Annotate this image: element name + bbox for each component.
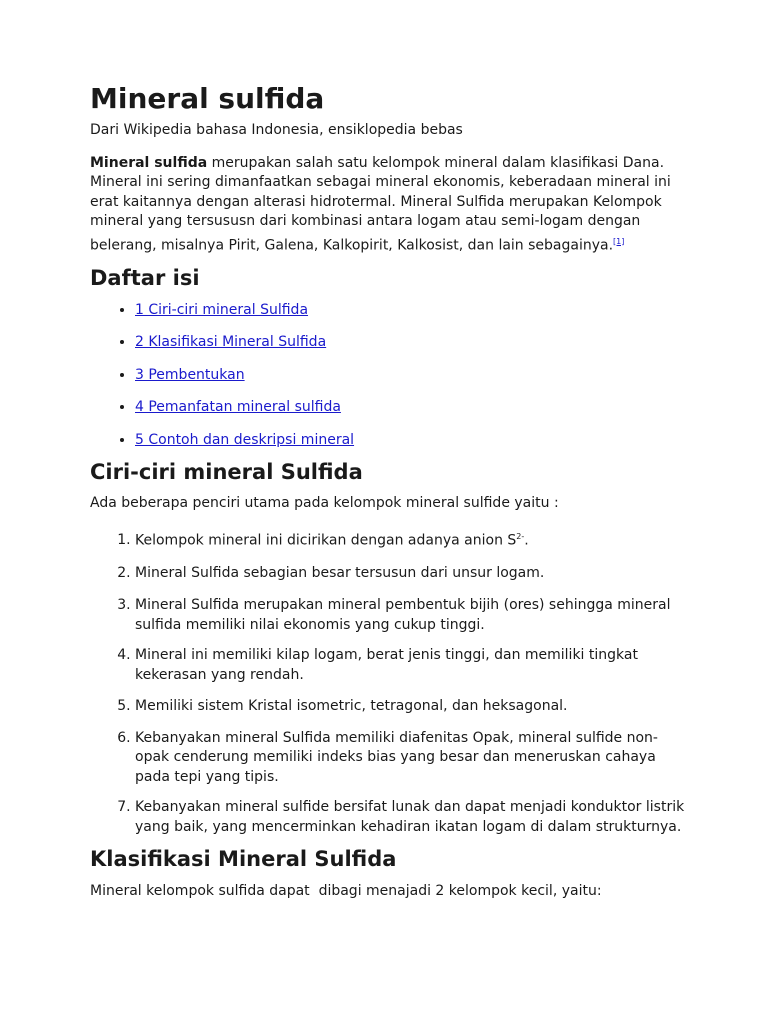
toc-link-pembentukan[interactable]: 3 Pembentukan <box>135 366 245 383</box>
document-page <box>90 82 690 902</box>
intro-lead-term: Mineral sulfida <box>90 154 208 171</box>
feature-item: 4. Mineral ini memiliki kilap logam, berat jenis tinggi, dan memiliki tingkat kekerasan yang rendah. <box>135 646 690 685</box>
feature-item: 5. Memiliki sistem Kristal isometric, tetragonal, dan heksagonal. <box>135 697 690 717</box>
toc-link-ciri-ciri[interactable]: 1 Ciri-ciri mineral Sulfida <box>135 301 309 318</box>
toc-heading: Daftar isi <box>90 265 200 290</box>
citation-link[interactable]: [1] <box>613 236 625 246</box>
toc-item <box>135 397 690 417</box>
table-of-contents <box>90 300 690 450</box>
feature-item: 2. Mineral Sulfida sebagian besar tersusun dari unsur logam. <box>135 564 690 584</box>
section-intro-klasifikasi: Mineral kelompok sulfida dapat dibagi menajadi 2 kelompok kecil, yaitu: <box>90 883 602 900</box>
feature-item: 1. Kelompok mineral ini dicirikan dengan adanya anion $S^{2-}$. <box>135 527 690 551</box>
intro-text: merupakan salah satu kelompok mineral dalam klasifikasi Dana. Mineral ini sering dimanfaatkan sebagai mineral ekonomis, keberadaan mineral ini erat kaitannya dengan alterasi hidrotermal. Mineral Sulfida merupakan Kelompok mineral yang tersususn dari kombinasi antara logam atau semi-logam dengan belerang, misalnya Pirit, Galena, Kalkopirit, Kalkosist, dan lain sebagainya. <box>90 154 671 254</box>
toc-item <box>135 365 690 385</box>
section-heading-ciri-ciri: Ciri-ciri mineral Sulfida <box>90 460 363 485</box>
feature-item: 7. Kebanyakan mineral sulfide bersifat lunak dan dapat menjadi konduktor listrik yang baik, yang mencerminkan kehadiran ikatan logam di dalam strukturnya. <box>135 798 690 837</box>
feature-list <box>90 527 690 838</box>
toc-item <box>135 332 690 352</box>
toc-item <box>135 300 690 320</box>
feature-item: 3. Mineral Sulfida merupakan mineral pembentuk bijih (ores) sehingga mineral sulfida memiliki nilai ekonomis yang cukup tinggi. <box>135 596 690 635</box>
toc-item <box>135 430 690 450</box>
section-intro-ciri-ciri: Ada beberapa penciri utama pada kelompok mineral sulfide yaitu : <box>90 495 559 512</box>
toc-link-pemanfatan[interactable]: 4 Pemanfatan mineral sulfida <box>135 399 341 416</box>
source-line: Dari Wikipedia bahasa Indonesia, ensiklopedia bebas <box>90 122 463 138</box>
page-title: Mineral sulfida <box>90 82 325 115</box>
intro-paragraph <box>90 154 690 256</box>
feature-item: 6. Kebanyakan mineral Sulfida memiliki diafenitas Opak, mineral sulfide non-opak cenderung memiliki indeks bias yang besar dan meneruskan cahaya pada tepi yang tipis. <box>135 729 690 788</box>
section-heading-klasifikasi: Klasifikasi Mineral Sulfida <box>90 847 397 872</box>
toc-link-klasifikasi[interactable]: 2 Klasifikasi Mineral Sulfida <box>135 334 327 351</box>
superscript-charge: 2- <box>516 531 525 541</box>
toc-link-contoh[interactable]: 5 Contoh dan deskripsi mineral <box>135 432 355 449</box>
